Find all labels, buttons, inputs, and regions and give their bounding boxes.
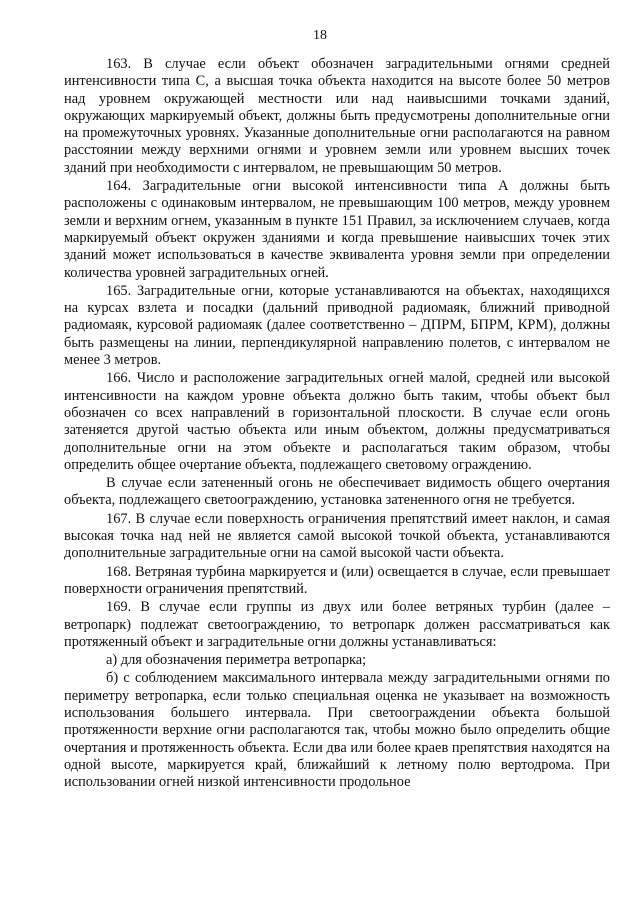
paragraph-168: 168. Ветряная турбина маркируется и (или) освещается в случае, если превышает поверхности ограничения препятствий. — [64, 563, 610, 597]
list-item-b: б) с соблюдением максимального интервала между заградительными огнями по периметру ветропарка, если только специальная оценка не указывает на возможность использования большего интервала. При светоограждении объекта большой протяженности верхние огни располагаются так, чтобы можно было определить общие очертания и протяженность объекта. Если два или более краев препятствия находятся на одной высоте, маркируется край, ближайший к летному полю вертодрома. При использовании огней низкой интенсивности продольное — [64, 670, 610, 791]
paragraph-164: 164. Заградительные огни высокой интенсивности типа А должны быть расположены с одинаковым интервалом, не превышающим 100 метров, между уровнем земли и верхним огнем, указанным в пункте 151 Правил, за исключением случаев, когда маркируемый объект окружен зданиями и когда превышение наивысших точек этих зданий может использоваться в качестве эквивалента уровня земли при определении количества уровней заградительных огней. — [64, 178, 610, 281]
paragraph-166: 166. Число и расположение заградительных огней малой, средней или высокой интенсивности на каждом уровне объекта должно быть таким, чтобы объект был обозначен со всех направлений в горизонтальной плоскости. В случае если огонь затеняется другой частью объекта или иным объектом, должны предусматриваться дополнительные огни на этом объекте и располагаться таким образом, чтобы определить общее очертание объекта, подлежащего световому ограждению. — [64, 370, 610, 473]
document-body — [64, 56, 610, 791]
paragraph-167: 167. В случае если поверхность ограничения препятствий имеет наклон, и самая высокая точка над ней не является самой высокой точкой объекта, устанавливаются дополнительные заградительные огни на самой высокой части объекта. — [64, 510, 610, 562]
paragraph-163: 163. В случае если объект обозначен заградительными огнями средней интенсивности типа С, а высшая точка объекта находится на высоте более 50 метров над уровнем окружающей местности или над наивысшими точками зданий, окружающих маркируемый объект, должны быть предусмотрены дополнительные огни на промежуточных уровнях. Указанные дополнительные огни располагаются на равном расстоянии между верхними огнями и уровнем земли или уровнем высших точек зданий при необходимости с интервалом, не превышающим 50 метров. — [64, 56, 610, 176]
paragraph-165: 165. Заградительные огни, которые устанавливаются на объектах, находящихся на курсах взлета и посадки (дальний приводной радиомаяк, ближний приводной радиомаяк, курсовой радиомаяк (далее соответственно – ДПРМ, БПРМ, КРМ), должны быть размещены на линии, перпендикулярной направлению полетов, с интервалом не менее 3 метров. — [64, 282, 610, 369]
paragraph-169: 169. В случае если группы из двух или более ветряных турбин (далее – ветропарк) подлежат светоограждению, то ветропарк должен рассматриваться как протяженный объект и заградительные огни должны устанавливаться: — [64, 599, 610, 650]
list-item-a: а) для обозначения периметра ветропарка; — [106, 652, 367, 669]
page-number: 18 — [313, 28, 327, 43]
paragraph-166-continuation: В случае если затененный огонь не обеспечивает видимость общего очертания объекта, подлежащего светоограждению, установка затененного огня не требуется. — [64, 475, 610, 509]
